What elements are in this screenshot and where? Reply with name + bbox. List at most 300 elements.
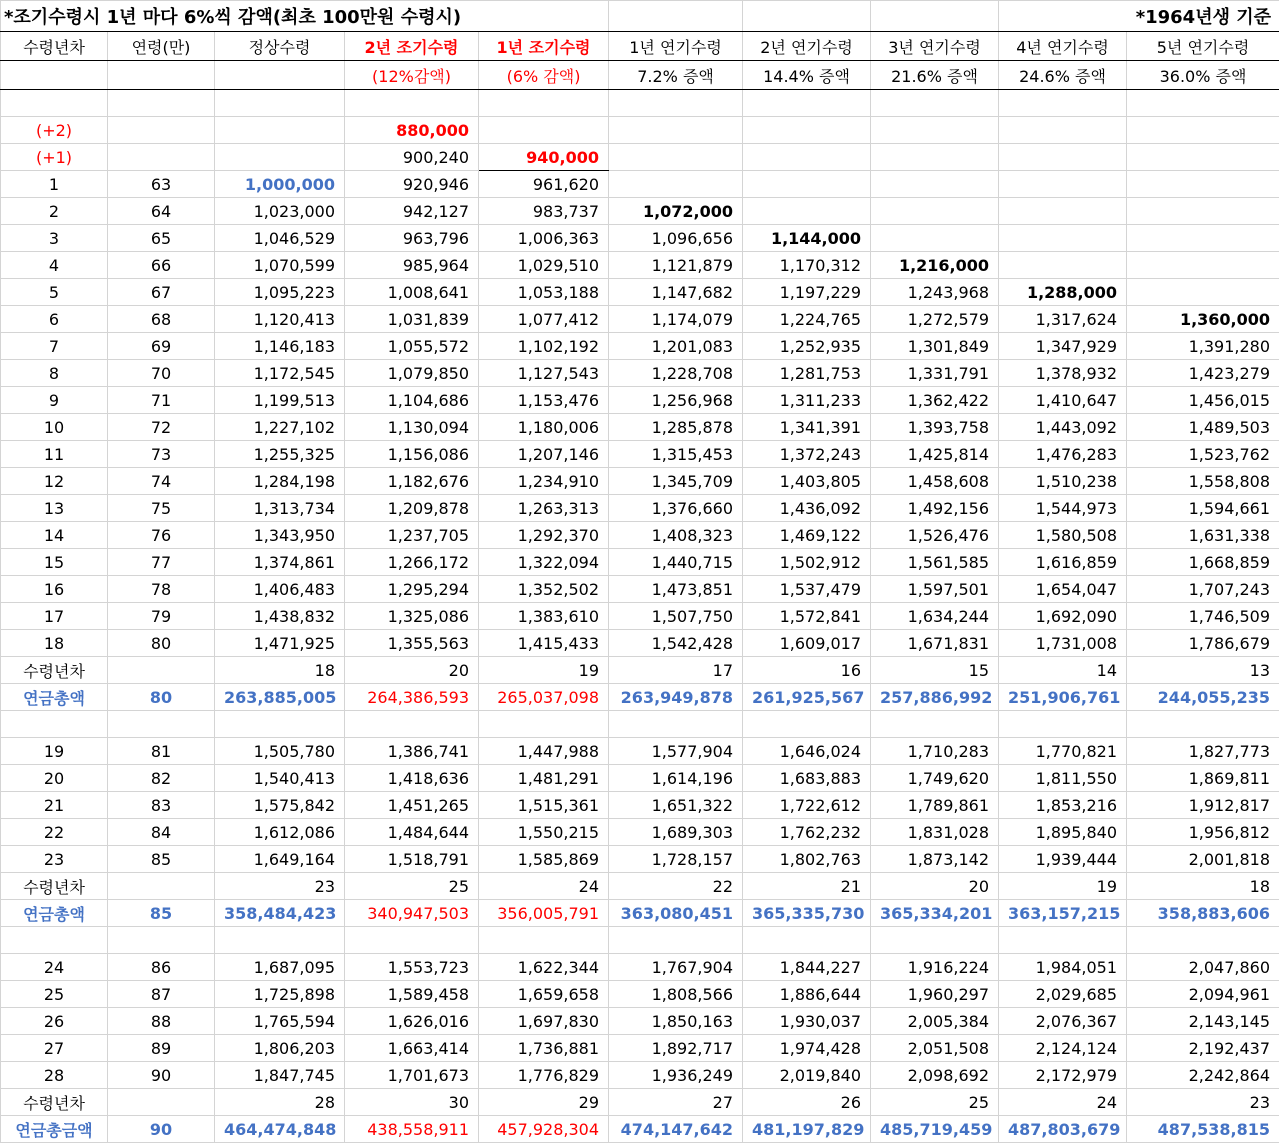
amount-cell: 1,930,037	[743, 1008, 871, 1035]
empty-cell	[743, 927, 871, 954]
data-cell	[215, 144, 345, 171]
total-cell: 358,883,606	[1127, 900, 1279, 927]
data-cell	[1127, 117, 1279, 144]
age-cell: 84	[108, 819, 215, 846]
data-cell: 940,000	[479, 144, 609, 171]
amount-cell: 1,415,433	[479, 630, 609, 657]
age-cell: 76	[108, 522, 215, 549]
amount-cell: 1,518,791	[345, 846, 479, 873]
age-cell: 89	[108, 1035, 215, 1062]
amount-cell: 1,481,291	[479, 765, 609, 792]
amount-cell: 1,668,859	[1127, 549, 1279, 576]
amount-cell: 1,806,203	[215, 1035, 345, 1062]
sheet-title: *조기수령시 1년 마다 6%씩 감액(최초 100만원 수령시)	[1, 1, 609, 32]
data-cell	[479, 117, 609, 144]
amount-cell: 2,098,692	[871, 1062, 999, 1089]
amount-cell: 1,939,444	[999, 846, 1127, 873]
count-cell: 22	[609, 873, 743, 900]
amount-cell: 1,689,303	[609, 819, 743, 846]
total-cell: 356,005,791	[479, 900, 609, 927]
amount-cell: 1,121,879	[609, 252, 743, 279]
count-cell	[108, 873, 215, 900]
amount-cell: 1,956,812	[1127, 819, 1279, 846]
age-cell: 81	[108, 738, 215, 765]
column-subheader: 36.0% 증액	[1127, 61, 1279, 90]
table-row	[1, 765, 1279, 792]
amount-cell: 1,558,808	[1127, 468, 1279, 495]
amount-cell: 1,649,164	[215, 846, 345, 873]
amount-cell: 1,079,850	[345, 360, 479, 387]
amount-cell: 1,561,585	[871, 549, 999, 576]
count-cell	[108, 657, 215, 684]
year-cell: 21	[1, 792, 108, 819]
basis-label: *1964년생 기준	[999, 1, 1279, 32]
year-cell: 2	[1, 198, 108, 225]
amount-cell: 2,242,864	[1127, 1062, 1279, 1089]
year-cell: 25	[1, 981, 108, 1008]
amount-cell	[999, 171, 1127, 198]
table-row	[1, 1035, 1279, 1062]
table-row	[1, 522, 1279, 549]
empty-cell	[215, 927, 345, 954]
empty-cell	[1, 90, 108, 117]
amount-cell: 1,886,644	[743, 981, 871, 1008]
blank-row	[1, 927, 1279, 954]
amount-cell: 1,403,805	[743, 468, 871, 495]
count-row	[1, 873, 1279, 900]
amount-cell: 1,728,157	[609, 846, 743, 873]
amount-cell: 1,243,968	[871, 279, 999, 306]
empty-cell	[999, 90, 1127, 117]
table-row	[1, 171, 1279, 198]
table-row	[1, 630, 1279, 657]
amount-cell: 1,786,679	[1127, 630, 1279, 657]
year-cell: 1	[1, 171, 108, 198]
amount-cell: 1,180,006	[479, 414, 609, 441]
amount-cell: 1,352,502	[479, 576, 609, 603]
total-cell: 365,335,730	[743, 900, 871, 927]
age-cell: 69	[108, 333, 215, 360]
amount-cell: 1,736,881	[479, 1035, 609, 1062]
amount-cell	[871, 171, 999, 198]
amount-cell: 1,341,391	[743, 414, 871, 441]
amount-cell: 1,174,079	[609, 306, 743, 333]
age-cell: 67	[108, 279, 215, 306]
amount-cell: 1,311,233	[743, 387, 871, 414]
amount-cell: 1,313,734	[215, 495, 345, 522]
table-row	[1, 225, 1279, 252]
data-cell	[999, 144, 1127, 171]
amount-cell: 1,572,841	[743, 603, 871, 630]
data-cell	[743, 117, 871, 144]
count-cell: 21	[743, 873, 871, 900]
amount-cell: 2,143,145	[1127, 1008, 1279, 1035]
amount-cell: 1,577,904	[609, 738, 743, 765]
amount-cell: 1,770,821	[999, 738, 1127, 765]
column-header: 3년 연기수령	[871, 32, 999, 61]
amount-cell: 1,692,090	[999, 603, 1127, 630]
amount-cell: 1,295,294	[345, 576, 479, 603]
amount-cell: 920,946	[345, 171, 479, 198]
amount-cell: 1,266,172	[345, 549, 479, 576]
amount-cell: 1,281,753	[743, 360, 871, 387]
amount-cell: 1,710,283	[871, 738, 999, 765]
column-subheader: (12%감액)	[345, 61, 479, 90]
amount-cell: 1,537,479	[743, 576, 871, 603]
total-row	[1, 684, 1279, 711]
table-row	[1, 441, 1279, 468]
amount-cell: 1,436,092	[743, 495, 871, 522]
total-cell: 263,885,005	[215, 684, 345, 711]
total-label: 연금총액	[1, 684, 108, 711]
amount-cell: 942,127	[345, 198, 479, 225]
count-cell: 26	[743, 1089, 871, 1116]
count-cell: 25	[871, 1089, 999, 1116]
amount-cell: 2,172,979	[999, 1062, 1127, 1089]
amount-cell	[1127, 279, 1279, 306]
amount-cell: 2,076,367	[999, 1008, 1127, 1035]
year-cell: 14	[1, 522, 108, 549]
amount-cell: 1,345,709	[609, 468, 743, 495]
year-cell: 23	[1, 846, 108, 873]
amount-cell: 1,831,028	[871, 819, 999, 846]
amount-cell: 1,707,243	[1127, 576, 1279, 603]
age-cell: 77	[108, 549, 215, 576]
amount-cell: 1,701,673	[345, 1062, 479, 1089]
amount-cell: 2,051,508	[871, 1035, 999, 1062]
empty-cell	[609, 1, 743, 32]
data-cell	[215, 117, 345, 144]
data-cell	[609, 117, 743, 144]
amount-cell: 1,616,859	[999, 549, 1127, 576]
total-cell: 438,558,911	[345, 1116, 479, 1143]
amount-cell	[999, 225, 1127, 252]
amount-cell: 1,234,910	[479, 468, 609, 495]
amount-cell: 1,292,370	[479, 522, 609, 549]
amount-cell: 1,153,476	[479, 387, 609, 414]
amount-cell: 1,331,791	[871, 360, 999, 387]
year-cell: 22	[1, 819, 108, 846]
column-header: 연령(만)	[108, 32, 215, 61]
table-row	[1, 495, 1279, 522]
amount-cell: 961,620	[479, 171, 609, 198]
blank-row	[1, 90, 1279, 117]
title-row	[1, 1, 1279, 32]
total-cell: 263,949,878	[609, 684, 743, 711]
amount-cell: 1,383,610	[479, 603, 609, 630]
amount-cell: 1,170,312	[743, 252, 871, 279]
empty-cell	[345, 90, 479, 117]
count-cell: 24	[999, 1089, 1127, 1116]
amount-cell: 2,094,961	[1127, 981, 1279, 1008]
column-subheader: 21.6% 증액	[871, 61, 999, 90]
amount-cell: 2,047,860	[1127, 954, 1279, 981]
amount-cell: 1,850,163	[609, 1008, 743, 1035]
amount-cell: 1,960,297	[871, 981, 999, 1008]
column-header: 2년 조기수령	[345, 32, 479, 61]
column-header: 1년 조기수령	[479, 32, 609, 61]
amount-cell: 1,197,229	[743, 279, 871, 306]
data-cell	[743, 144, 871, 171]
amount-cell: 1,425,814	[871, 441, 999, 468]
count-cell: 25	[345, 873, 479, 900]
amount-cell: 1,505,780	[215, 738, 345, 765]
amount-cell: 1,372,243	[743, 441, 871, 468]
total-cell: 265,037,098	[479, 684, 609, 711]
year-cell: 6	[1, 306, 108, 333]
amount-cell: 1,447,988	[479, 738, 609, 765]
count-label: 수령년차	[1, 657, 108, 684]
amount-cell: 1,612,086	[215, 819, 345, 846]
amount-cell: 1,376,660	[609, 495, 743, 522]
amount-cell: 1,386,741	[345, 738, 479, 765]
age-cell: 66	[108, 252, 215, 279]
amount-cell: 1,046,529	[215, 225, 345, 252]
table-row	[1, 819, 1279, 846]
amount-cell: 1,634,244	[871, 603, 999, 630]
amount-cell: 1,199,513	[215, 387, 345, 414]
amount-cell: 1,853,216	[999, 792, 1127, 819]
amount-cell: 1,936,249	[609, 1062, 743, 1089]
blank-row	[1, 711, 1279, 738]
table-row	[1, 333, 1279, 360]
count-label: 수령년차	[1, 1089, 108, 1116]
amount-cell: 1,393,758	[871, 414, 999, 441]
amount-cell: 1,507,750	[609, 603, 743, 630]
year-cell: 16	[1, 576, 108, 603]
count-cell: 24	[479, 873, 609, 900]
total-cell: 80	[108, 684, 215, 711]
year-cell: 28	[1, 1062, 108, 1089]
amount-cell: 1,651,322	[609, 792, 743, 819]
amount-cell: 1,614,196	[609, 765, 743, 792]
amount-cell	[743, 198, 871, 225]
amount-cell: 1,725,898	[215, 981, 345, 1008]
amount-cell: 1,542,428	[609, 630, 743, 657]
amount-cell: 1,589,458	[345, 981, 479, 1008]
amount-cell: 1,317,624	[999, 306, 1127, 333]
amount-cell: 1,544,973	[999, 495, 1127, 522]
amount-cell: 1,687,095	[215, 954, 345, 981]
empty-cell	[999, 927, 1127, 954]
column-header: 1년 연기수령	[609, 32, 743, 61]
count-cell: 30	[345, 1089, 479, 1116]
year-cell: 13	[1, 495, 108, 522]
column-subheader: 7.2% 증액	[609, 61, 743, 90]
empty-cell	[743, 711, 871, 738]
amount-cell: 1,000,000	[215, 171, 345, 198]
amount-cell: 1,484,644	[345, 819, 479, 846]
amount-cell: 2,005,384	[871, 1008, 999, 1035]
count-cell: 28	[215, 1089, 345, 1116]
empty-cell	[479, 927, 609, 954]
amount-cell: 1,343,950	[215, 522, 345, 549]
amount-cell: 1,489,503	[1127, 414, 1279, 441]
amount-cell: 1,523,762	[1127, 441, 1279, 468]
count-cell: 29	[479, 1089, 609, 1116]
total-cell: 85	[108, 900, 215, 927]
amount-cell	[1127, 252, 1279, 279]
amount-cell: 1,378,932	[999, 360, 1127, 387]
table-row	[1, 792, 1279, 819]
amount-cell: 1,237,705	[345, 522, 479, 549]
amount-cell: 1,120,413	[215, 306, 345, 333]
total-cell: 264,386,593	[345, 684, 479, 711]
age-cell: 82	[108, 765, 215, 792]
amount-cell: 1,762,232	[743, 819, 871, 846]
amount-cell: 1,315,453	[609, 441, 743, 468]
amount-cell: 1,156,086	[345, 441, 479, 468]
table-row	[1, 198, 1279, 225]
amount-cell: 1,458,608	[871, 468, 999, 495]
amount-cell: 1,443,092	[999, 414, 1127, 441]
empty-cell	[1, 927, 108, 954]
year-cell: 26	[1, 1008, 108, 1035]
total-cell: 340,947,503	[345, 900, 479, 927]
year-cell: 18	[1, 630, 108, 657]
table-row	[1, 360, 1279, 387]
amount-cell: 1,201,083	[609, 333, 743, 360]
age-cell: 86	[108, 954, 215, 981]
total-cell: 363,080,451	[609, 900, 743, 927]
amount-cell: 1,228,708	[609, 360, 743, 387]
amount-cell: 1,767,904	[609, 954, 743, 981]
amount-cell: 1,347,929	[999, 333, 1127, 360]
pre-row	[1, 117, 1279, 144]
year-cell: 11	[1, 441, 108, 468]
amount-cell: 1,255,325	[215, 441, 345, 468]
column-header: 2년 연기수령	[743, 32, 871, 61]
data-cell	[108, 117, 215, 144]
year-cell: 27	[1, 1035, 108, 1062]
amount-cell: 1,471,925	[215, 630, 345, 657]
count-row	[1, 1089, 1279, 1116]
amount-cell: 1,746,509	[1127, 603, 1279, 630]
total-cell: 257,886,992	[871, 684, 999, 711]
empty-cell	[1127, 90, 1279, 117]
data-cell	[609, 144, 743, 171]
amount-cell: 1,580,508	[999, 522, 1127, 549]
amount-cell: 985,964	[345, 252, 479, 279]
year-cell: 20	[1, 765, 108, 792]
table-row	[1, 306, 1279, 333]
amount-cell: 1,895,840	[999, 819, 1127, 846]
amount-cell: 1,288,000	[999, 279, 1127, 306]
amount-cell: 1,974,428	[743, 1035, 871, 1062]
amount-cell: 1,095,223	[215, 279, 345, 306]
amount-cell: 1,408,323	[609, 522, 743, 549]
column-header: 정상수령	[215, 32, 345, 61]
table-row	[1, 279, 1279, 306]
amount-cell: 1,847,745	[215, 1062, 345, 1089]
amount-cell: 1,053,188	[479, 279, 609, 306]
count-cell: 14	[999, 657, 1127, 684]
amount-cell: 1,252,935	[743, 333, 871, 360]
amount-cell: 1,031,839	[345, 306, 479, 333]
amount-cell: 1,406,483	[215, 576, 345, 603]
total-cell: 90	[108, 1116, 215, 1143]
amount-cell: 1,077,412	[479, 306, 609, 333]
data-cell	[871, 117, 999, 144]
amount-cell: 1,374,861	[215, 549, 345, 576]
amount-cell: 1,263,313	[479, 495, 609, 522]
amount-cell: 1,207,146	[479, 441, 609, 468]
amount-cell: 1,072,000	[609, 198, 743, 225]
column-subheader: 24.6% 증액	[999, 61, 1127, 90]
count-label: 수령년차	[1, 873, 108, 900]
year-cell: 7	[1, 333, 108, 360]
age-cell: 72	[108, 414, 215, 441]
amount-cell	[1127, 225, 1279, 252]
amount-cell: 1,410,647	[999, 387, 1127, 414]
amount-cell: 1,469,122	[743, 522, 871, 549]
empty-cell	[215, 711, 345, 738]
year-cell: 4	[1, 252, 108, 279]
total-cell: 251,906,761	[999, 684, 1127, 711]
amount-cell: 1,451,265	[345, 792, 479, 819]
amount-cell: 1,423,279	[1127, 360, 1279, 387]
amount-cell: 1,130,094	[345, 414, 479, 441]
amount-cell: 1,869,811	[1127, 765, 1279, 792]
age-cell: 74	[108, 468, 215, 495]
amount-cell: 1,418,636	[345, 765, 479, 792]
age-cell: 90	[108, 1062, 215, 1089]
total-label: 연금총금액	[1, 1116, 108, 1143]
amount-cell: 2,124,124	[999, 1035, 1127, 1062]
amount-cell: 1,873,142	[871, 846, 999, 873]
table-row	[1, 387, 1279, 414]
amount-cell: 2,001,818	[1127, 846, 1279, 873]
amount-cell: 1,585,869	[479, 846, 609, 873]
amount-cell	[1127, 171, 1279, 198]
amount-cell: 1,622,344	[479, 954, 609, 981]
data-cell	[108, 144, 215, 171]
age-cell: 75	[108, 495, 215, 522]
amount-cell: 1,070,599	[215, 252, 345, 279]
amount-cell: 1,510,238	[999, 468, 1127, 495]
count-cell: 18	[1127, 873, 1279, 900]
table-row	[1, 576, 1279, 603]
empty-cell	[609, 90, 743, 117]
total-cell: 363,157,215	[999, 900, 1127, 927]
amount-cell: 1,355,563	[345, 630, 479, 657]
year-cell: 10	[1, 414, 108, 441]
total-cell: 244,055,235	[1127, 684, 1279, 711]
amount-cell: 1,102,192	[479, 333, 609, 360]
amount-cell: 1,285,878	[609, 414, 743, 441]
count-cell: 19	[479, 657, 609, 684]
year-cell: 17	[1, 603, 108, 630]
count-cell: 23	[215, 873, 345, 900]
amount-cell: 2,029,685	[999, 981, 1127, 1008]
amount-cell: 1,502,912	[743, 549, 871, 576]
amount-cell	[1127, 198, 1279, 225]
amount-cell: 1,008,641	[345, 279, 479, 306]
age-cell: 64	[108, 198, 215, 225]
amount-cell: 1,609,017	[743, 630, 871, 657]
count-cell: 19	[999, 873, 1127, 900]
amount-cell: 1,776,829	[479, 1062, 609, 1089]
age-cell: 88	[108, 1008, 215, 1035]
amount-cell: 1,322,094	[479, 549, 609, 576]
table-row	[1, 603, 1279, 630]
empty-cell	[743, 90, 871, 117]
table-row	[1, 468, 1279, 495]
year-cell: 9	[1, 387, 108, 414]
column-subheader	[1, 61, 108, 90]
table-row	[1, 252, 1279, 279]
count-row	[1, 657, 1279, 684]
